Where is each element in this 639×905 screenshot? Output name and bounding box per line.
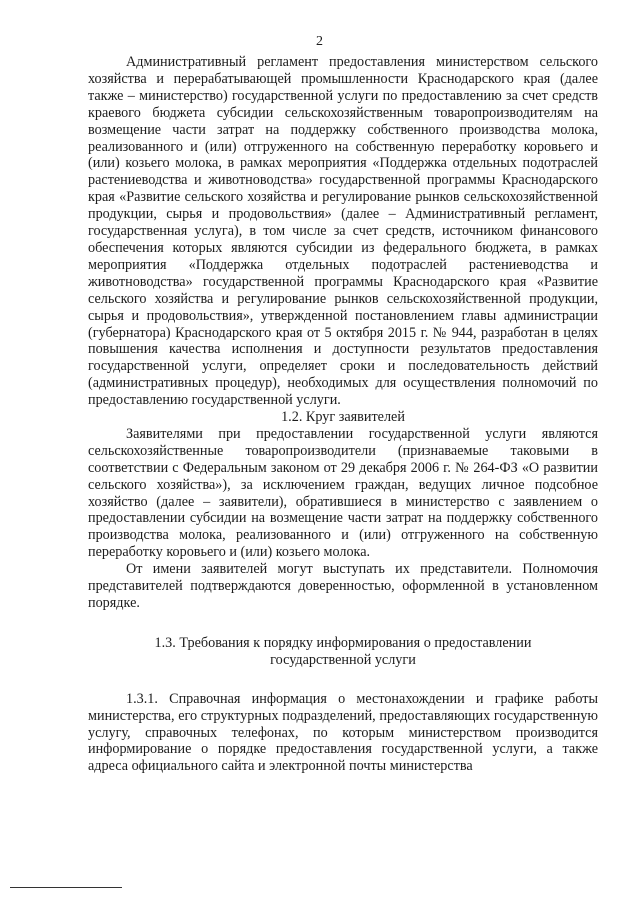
- section-heading-1-2: 1.2. Круг заявителей: [281, 409, 405, 426]
- info-1-3-1-paragraph: 1.3.1. Справочная информация о местонахождении и графике работы министерства, его структурных подразделений, предоставляющих государственную услугу, справочных телефонах, по которым министерством производится информирование о порядке предоставления государственной услуги, а также адреса официального сайта и электронной почты министерства: [88, 690, 598, 775]
- section-heading-1-3: [88, 635, 598, 669]
- document-body: [88, 54, 598, 775]
- section-heading-1-3-line2: государственной услуги: [270, 651, 416, 668]
- applicants-paragraph: Заявителями при предоставлении государственной услуги являются сельскохозяйственные товаропроизводители (признаваемые таковыми в соответствии с Федеральным законом от 29 декабря 2006 г. № 264-ФЗ «О развитии сельского хозяйства»), за исключением граждан, ведущих личное подсобное хозяйство (далее – заявители), обратившиеся в министерство с заявлением о предоставлении субсидии на возмещение части затрат на поддержку собственного производства молока, реализованного и (или) отгруженного на собственную переработку коровьего и (или) козьего молока.: [88, 425, 598, 561]
- intro-paragraph: Административный регламент предоставления министерством сельского хозяйства и перерабатывающей промышленности Краснодарского края (далее также – министерство) государственной услуги по предоставлению за счет средств краевого бюджета субсидии сельскохозяйственным товаропроизводителям на возмещение части затрат на поддержку собственного производства молока, реализованного и (или) отгруженного на собственную переработку коровьего и (или) козьего молока, в рамках мероприятия «Поддержка отдельных подотраслей растениеводства и животноводства» государственной программы Краснодарского края «Развитие сельского хозяйства и регулирование рынков сельскохозяйственной продукции, сырья и продовольствия» (далее – Административный регламент, государственная услуга), в том числе за счет средств, источником финансового обеспечения которых являются субсидии из федерального бюджета, в рамках мероприятия «Поддержка отдельных подотраслей растениеводства и животноводства» государственной программы Краснодарского края «Развитие сельского хозяйства и регулирование рынков сельскохозяйственной продукции, сырья и продовольствия», утвержденной постановлением главы администрации (губернатора) Краснодарского края от 5 октября 2015 г. № 944, разработан в целях повышения качества исполнения и доступности результатов предоставления государственной услуги, определяет сроки и последовательность действий (административных процедур), необходимых для осуществления полномочий по предоставлению государственной услуги.: [88, 54, 598, 409]
- footnote-separator: [10, 887, 122, 888]
- page-number: 2: [316, 34, 323, 49]
- section-heading-1-3-line1: 1.3. Требования к порядку информирования о предоставлении: [154, 634, 532, 651]
- representatives-paragraph: От имени заявителей могут выступать их представители. Полномочия представителей подтверждаются доверенностью, оформленной в установленном порядке.: [88, 561, 598, 611]
